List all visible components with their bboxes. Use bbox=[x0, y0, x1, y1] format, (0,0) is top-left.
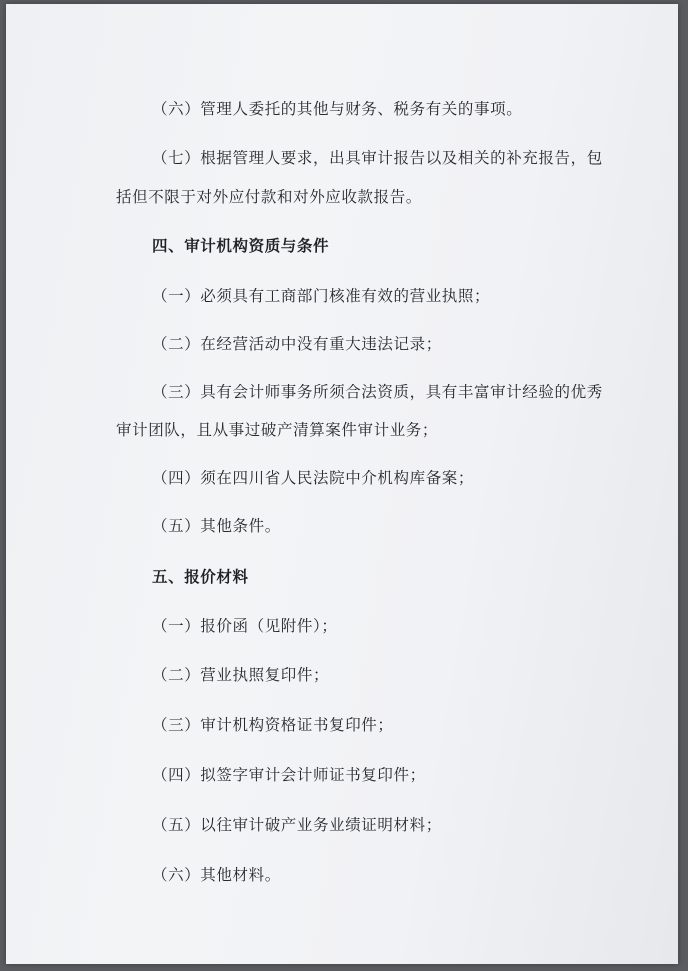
material-one: （一）报价函（见附件）； bbox=[152, 617, 338, 635]
material-four: （四）拟签字审计会计师证书复印件； bbox=[152, 766, 426, 784]
material-three: （三）审计机构资格证书复印件； bbox=[152, 716, 394, 734]
material-six: （六）其他材料。 bbox=[152, 866, 281, 884]
item-seven-audit-report: （七）根据管理人要求，出具审计报告以及相关的补充报告，包 bbox=[152, 149, 603, 167]
document-page bbox=[6, 4, 678, 964]
condition-five: （五）其他条件。 bbox=[152, 517, 281, 535]
section-five-heading: 五、报价材料 bbox=[152, 568, 249, 586]
material-two: （二）营业执照复印件； bbox=[152, 666, 330, 684]
condition-four: （四）须在四川省人民法院中介机构库备案； bbox=[152, 469, 475, 487]
item-six-finance-tax: （六）管理人委托的其他与财务、税务有关的事项。 bbox=[152, 100, 523, 118]
condition-two: （二）在经营活动中没有重大违法记录； bbox=[152, 335, 442, 353]
condition-three-continuation: 审计团队，且从事过破产清算案件审计业务； bbox=[116, 421, 439, 439]
condition-three: （三）具有会计师事务所须合法资质，具有丰富审计经验的优秀 bbox=[152, 383, 603, 401]
section-four-heading: 四、审计机构资质与条件 bbox=[152, 237, 330, 255]
material-five: （五）以往审计破产业务业绩证明材料； bbox=[152, 816, 442, 834]
item-seven-continuation: 括但不限于对外应付款和对外应收款报告。 bbox=[116, 188, 422, 206]
condition-one: （一）必须具有工商部门核准有效的营业执照； bbox=[152, 287, 491, 305]
